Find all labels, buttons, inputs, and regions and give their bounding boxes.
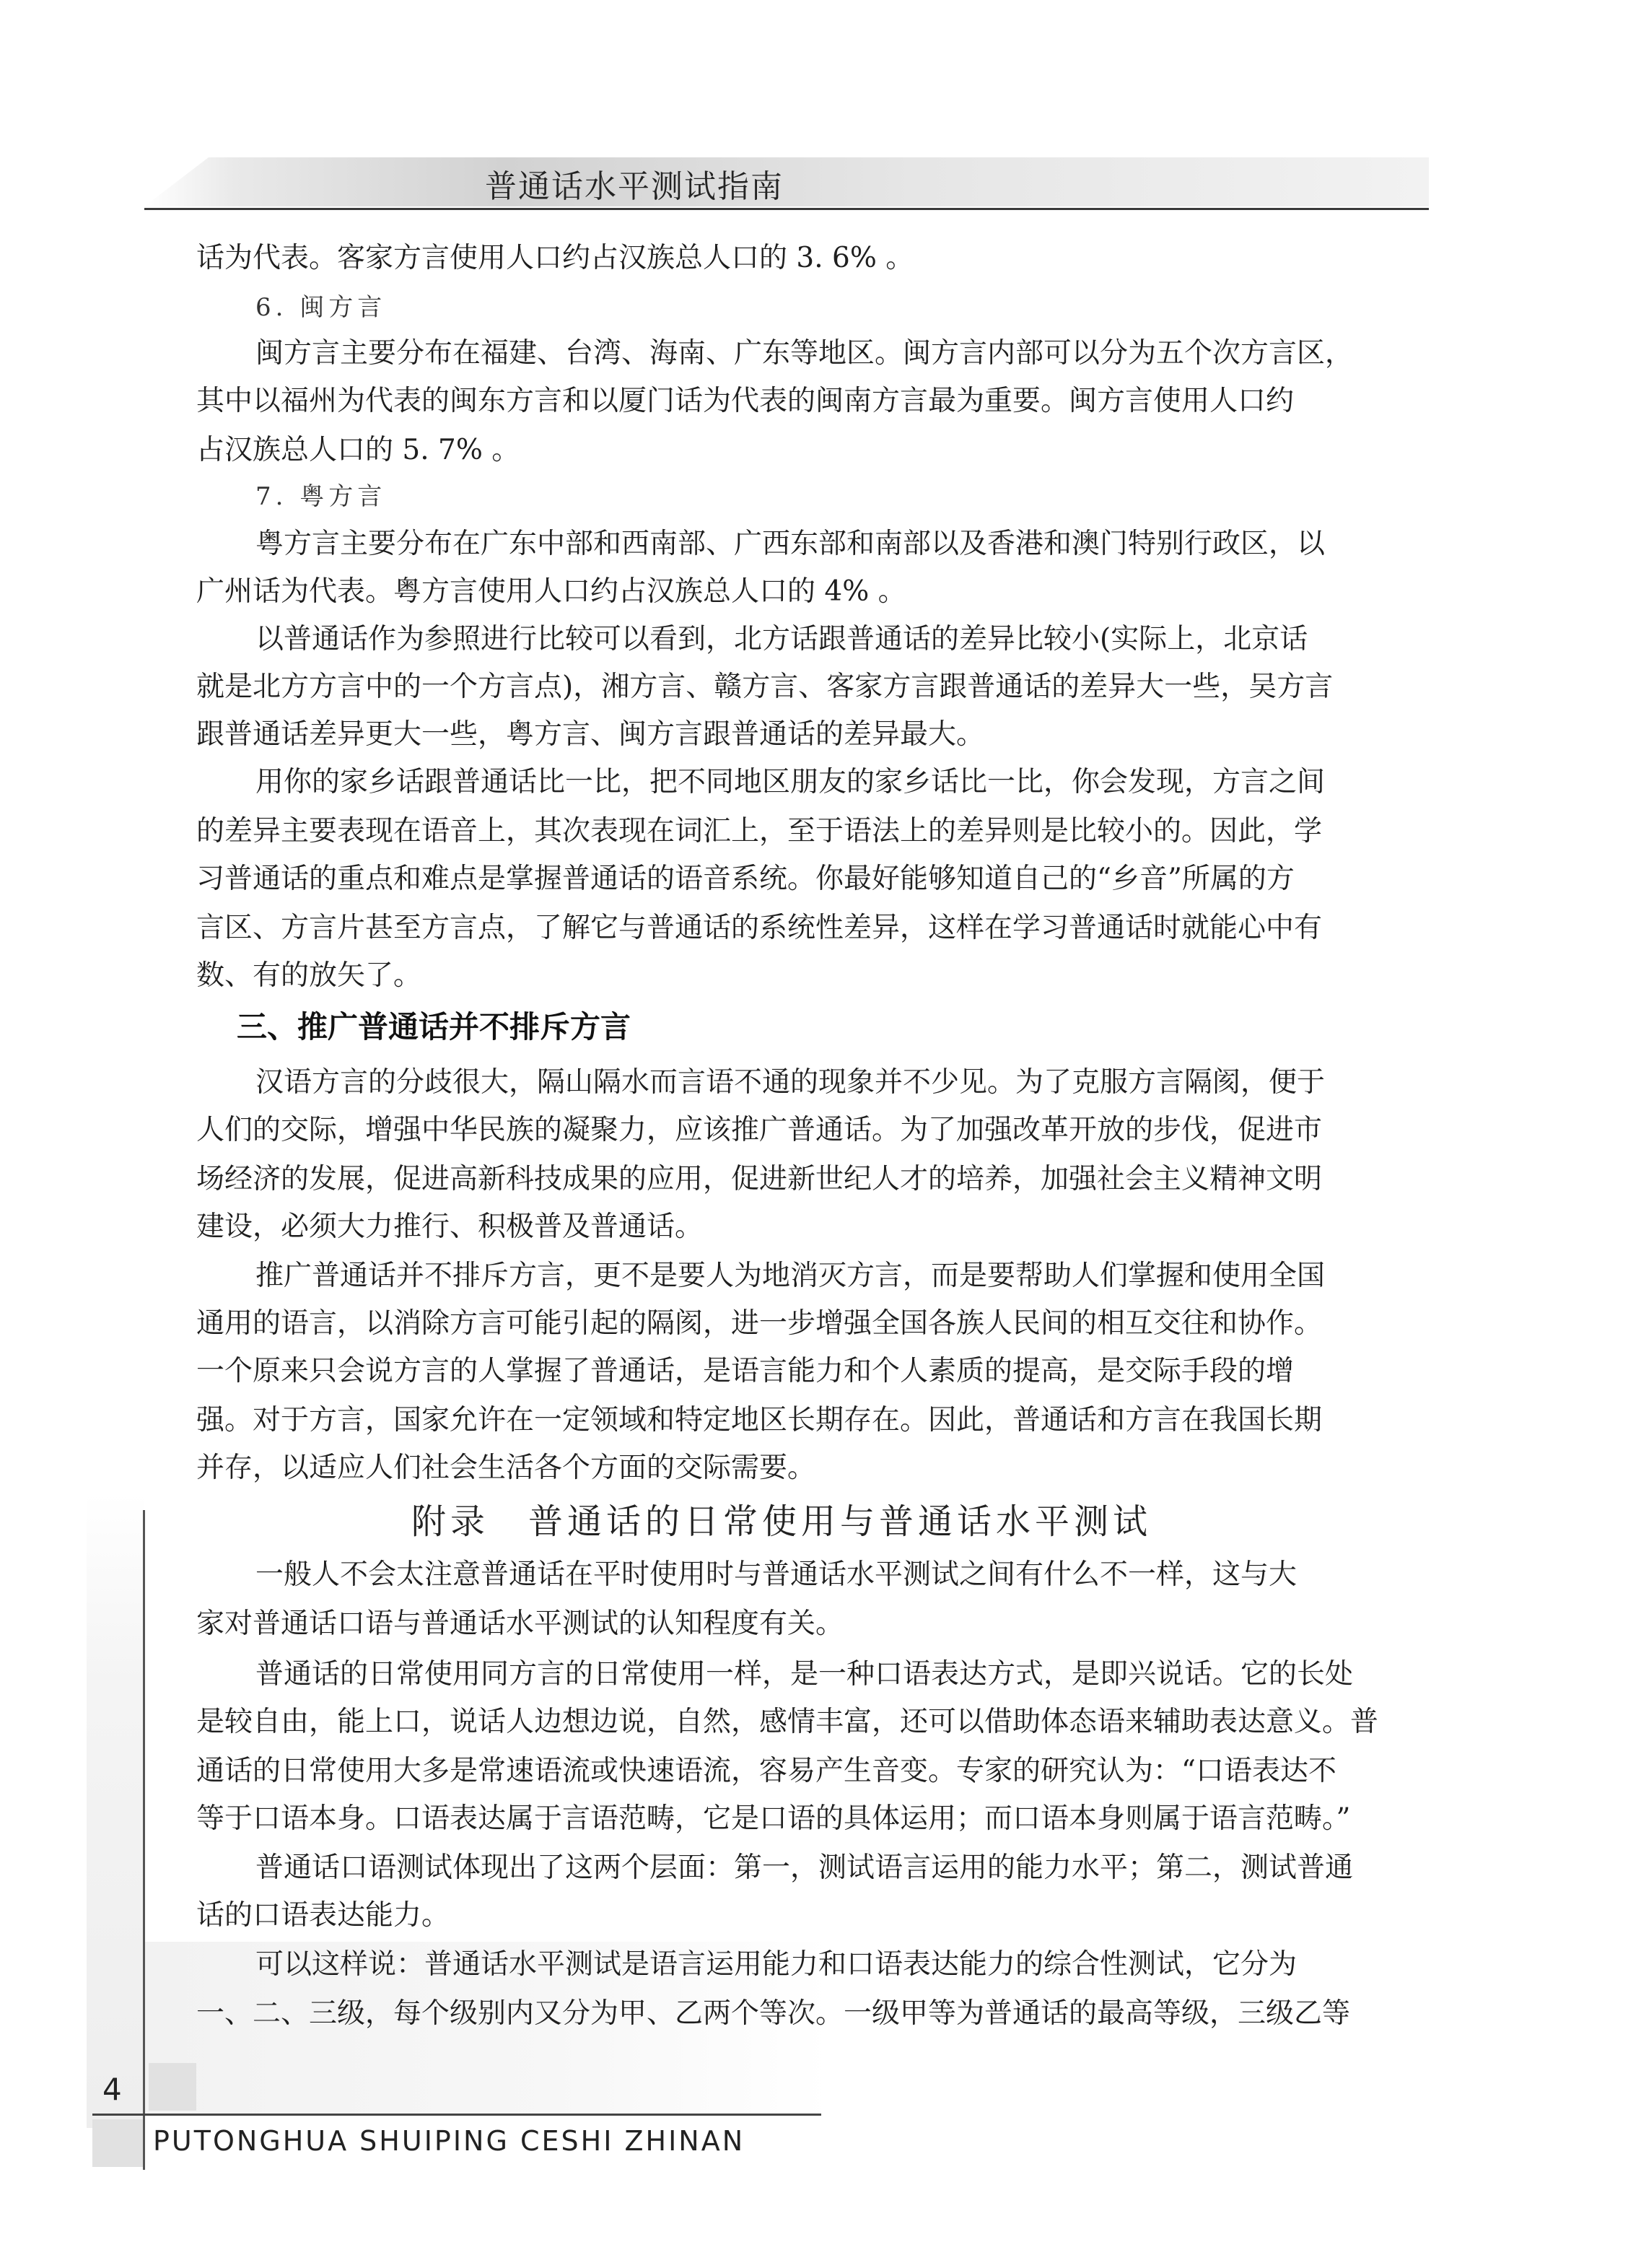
text-line: 言区、方言片甚至方言点，了解它与普通话的系统性差异，这样在学习普通话时就能心中有 xyxy=(196,912,1323,944)
subheading-yue-dialect: 7. 粤方言 xyxy=(255,482,387,511)
footer-rule xyxy=(92,2114,821,2116)
text-line: 强。对于方言，国家允许在一定领域和特定地区长期存在。因此，普通话和方言在我国长期 xyxy=(196,1404,1323,1436)
appendix-title: 附录 普通话的日常使用与普通话水平测试 xyxy=(411,1501,1152,1542)
text-line: 通话的日常使用大多是常速语流或快速语流，容易产生音变。专家的研究认为：“口语表达不 xyxy=(196,1755,1336,1787)
text-line: 广州话为代表。粤方言使用人口约占汉族总人口的 4% 。 xyxy=(196,575,906,608)
text-line: 一、二、三级，每个级别内又分为甲、乙两个等次。一级甲等为普通话的最高等级，三级乙等 xyxy=(196,1997,1351,2030)
running-header-title: 普通话水平测试指南 xyxy=(485,168,784,205)
appendix-margin-shade xyxy=(87,1493,144,2128)
text-line: 场经济的发展，促进高新科技成果的应用，促进新世纪人才的培养，加强社会主义精神文明 xyxy=(196,1163,1323,1195)
header-rule xyxy=(144,208,1429,210)
footer-vertical-rule xyxy=(143,2119,145,2170)
section-heading-3: 三、推广普通话并不排斥方言 xyxy=(237,1009,631,1044)
text-line: 其中以福州为代表的闽东方言和以厦门话为代表的闽南方言最为重要。闽方言使用人口约 xyxy=(196,385,1295,417)
text-line: 家对普通话口语与普通话水平测试的认知程度有关。 xyxy=(196,1608,844,1640)
text-line: 数、有的放矢了。 xyxy=(196,959,422,992)
text-line: 通用的语言，以消除方言可能引起的隔阂，进一步增强全国各族人民间的相互交往和协作。 xyxy=(196,1307,1323,1340)
text-line: 的差异主要表现在语音上，其次表现在词汇上，至于语法上的差异则是比较小的。因此，学 xyxy=(196,815,1323,847)
text-line: 汉语方言的分歧很大，隔山隔水而言语不通的现象并不少见。为了克服方言隔阂，便于 xyxy=(255,1066,1326,1099)
text-line: 就是北方方言中的一个方言点)，湘方言、赣方言、客家方言跟普通话的差异大一些，吴方言 xyxy=(196,671,1334,703)
appendix-vertical-rule xyxy=(143,1510,145,2131)
footer-box xyxy=(92,2119,143,2167)
text-line: 推广普通话并不排斥方言，更不是要人为地消灭方言，而是要帮助人们掌握和使用全国 xyxy=(255,1260,1326,1292)
text-line: 闽方言主要分布在福建、台湾、海南、广东等地区。闽方言内部可以分为五个次方言区， xyxy=(255,337,1354,370)
text-line: 一般人不会太注意普通话在平时使用时与普通话水平测试之间有什么不一样，这与大 xyxy=(255,1558,1297,1591)
text-line: 粤方言主要分布在广东中部和西南部、广西东部和南部以及香港和澳门特别行政区，以 xyxy=(255,528,1326,560)
text-line: 习普通话的重点和难点是掌握普通话的语音系统。你最好能够知道自己的“乡音”所属的方 xyxy=(196,863,1295,895)
text-line: 一个原来只会说方言的人掌握了普通话，是语言能力和个人素质的提高，是交际手段的增 xyxy=(196,1355,1295,1387)
page-number: 4 xyxy=(102,2072,122,2107)
text-line: 是较自由，能上口，说话人边想边说，自然，感情丰富，还可以借助体态语来辅助表达意义。普 xyxy=(196,1706,1379,1738)
text-line: 建设，必须大力推行、积极普及普通话。 xyxy=(196,1211,704,1243)
text-line: 可以这样说：普通话水平测试是语言运用能力和口语表达能力的综合性测试，它分为 xyxy=(255,1948,1297,1981)
text-line: 占汉族总人口的 5. 7% 。 xyxy=(196,434,520,466)
subheading-min-dialect: 6. 闽方言 xyxy=(255,293,387,322)
header-band xyxy=(144,157,1429,206)
text-line: 普通话的日常使用同方言的日常使用一样，是一种口语表达方式，是即兴说话。它的长处 xyxy=(255,1658,1354,1691)
text-line: 等于口语本身。口语表达属于言语范畴，它是口语的具体运用；而口语本身则属于语言范畴。” xyxy=(196,1802,1351,1835)
page-number-box xyxy=(149,2063,196,2111)
text-line: 普通话口语测试体现出了这两个层面：第一，测试语言运用的能力水平；第二，测试普通 xyxy=(255,1852,1354,1884)
text-line: 以普通话作为参照进行比较可以看到，北方话跟普通话的差异比较小(实际上，北京话 xyxy=(255,623,1308,655)
running-footer-title: PUTONGHUA SHUIPING CESHI ZHINAN xyxy=(153,2125,745,2157)
text-line: 话的口语表达能力。 xyxy=(196,1899,450,1932)
text-line: 人们的交际，增强中华民族的凝聚力，应该推广普通话。为了加强改革开放的步伐，促进市 xyxy=(196,1114,1323,1146)
text-line: 用你的家乡话跟普通话比一比，把不同地区朋友的家乡话比一比，你会发现，方言之间 xyxy=(255,766,1326,798)
text-line: 话为代表。客家方言使用人口约占汉族总人口的 3. 6% 。 xyxy=(196,242,914,274)
text-line: 并存，以适应人们社会生活各个方面的交际需要。 xyxy=(196,1452,816,1484)
text-line: 跟普通话差异更大一些，粤方言、闽方言跟普通话的差异最大。 xyxy=(196,718,985,751)
